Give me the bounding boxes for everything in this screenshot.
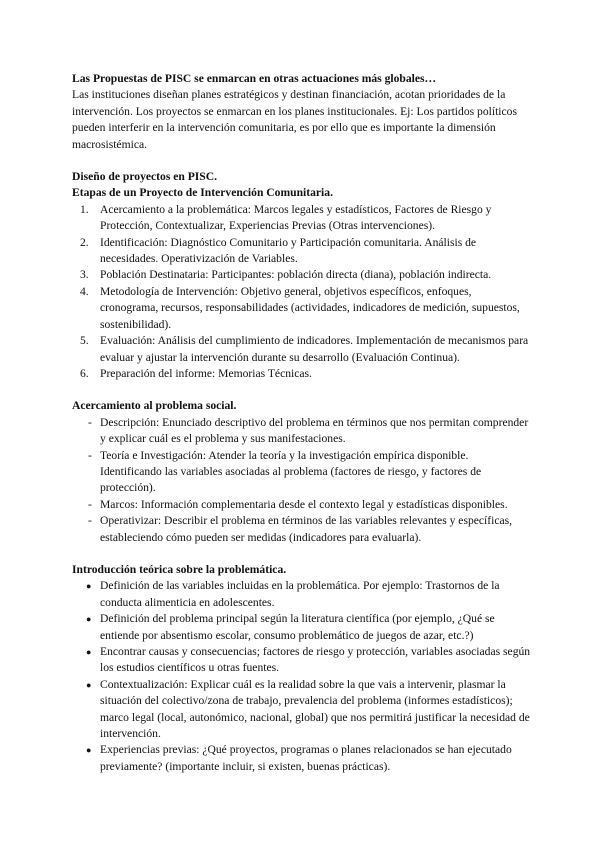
dash-marker: - [88, 415, 92, 429]
bullet-icon: ● [86, 647, 92, 657]
stages-list [72, 202, 532, 382]
spacer [72, 382, 532, 398]
approach-list [72, 415, 532, 546]
intro-heading: Las Propuestas de PISC se enmarcan en otras actuaciones más globales… [72, 72, 437, 85]
theory-text: Contextualización: Explicar cuál es la realidad sobre la que vais a intervenir, plasmar la situación del colectivo/zona de trabajo, prevalencia del problema (informes estadísticos); marco legal (local, autonómico, nacional, global) que nos permitirá justificar la necesidad de intervención. [100, 677, 530, 741]
theory-item [72, 677, 532, 743]
approach-text: Marcos: Información complementaria desde el contexto legal y estadísticas disponibles. [100, 497, 508, 511]
dash-marker: - [88, 497, 92, 511]
theory-text: Definición de las variables incluidas en la problemática. Por ejemplo: Trastornos de la conducta alimenticia en adolescentes. [100, 579, 500, 609]
stage-item [72, 267, 532, 283]
dash-marker: - [88, 514, 92, 528]
approach-text: Descripción: Enunciado descriptivo del problema en términos que nos permitan comprender y explicar cuál es el problema y sus manifestaciones. [100, 415, 529, 446]
stage-text: Identificación: Diagnóstico Comunitario y Participación comunitaria. Análisis de necesidades. Operativización de Variables. [100, 235, 477, 266]
theory-text: Encontrar causas y consecuencias; factores de riesgo y protección, variables asociadas según los estudios científicos u otras fuentes. [100, 645, 531, 675]
theory-item [72, 742, 532, 775]
spacer [72, 546, 532, 562]
design-heading: Diseño de proyectos en PISC. [72, 170, 218, 184]
theory-item [72, 578, 532, 611]
list-number: 3. [80, 268, 89, 282]
list-number: 4. [80, 284, 89, 298]
approach-text: Teoría e Investigación: Atender la teoría y la investigación empírica disponible. Identificando las variables asociadas al problema (factores de riesgo, y factores de protección). [100, 448, 482, 495]
approach-text: Operativizar: Describir el problema en términos de las variables relevantes y específicas, estableciendo cómo pueden ser medidas (indicadores para evaluarla). [100, 514, 513, 544]
bullet-icon: ● [86, 614, 92, 625]
bullet-icon: ● [86, 679, 92, 690]
approach-item [72, 415, 532, 448]
bullet-icon: ● [86, 745, 92, 756]
approach-heading: Acercamiento al problema social. [72, 399, 237, 413]
approach-item [72, 448, 532, 497]
list-number: 1. [80, 202, 89, 216]
theory-list [72, 578, 532, 775]
stage-text: Acercamiento a la problemática: Marcos legales y estadísticos, Factores de Riesgo y Protección, Contextualizar, Experiencias Previas (Otras intervenciones). [100, 202, 492, 233]
spacer [72, 153, 532, 169]
theory-text: Experiencias previas: ¿Qué proyectos, programas o planes relacionados se han ejecutado previamente? (importante incluir, si existen, buenas prácticas). [100, 743, 512, 773]
stage-text: Población Destinataria: Participantes: población directa (diana), población indirecta. [100, 268, 492, 282]
approach-item [72, 497, 532, 513]
dash-marker: - [88, 448, 92, 462]
document-body [72, 71, 532, 775]
theory-heading: Introducción teórica sobre la problemática. [72, 562, 287, 576]
stages-heading: Etapas de un Proyecto de Intervención Comunitaria. [72, 186, 333, 200]
stage-text: Metodología de Intervención: Objetivo general, objetivos específicos, enfoques, cronograma, recursos, responsabilidades (actividades, indicadores de medición, supuestos, sostenibilidad). [100, 284, 520, 331]
stage-text: Evaluación: Análisis del cumplimiento de indicadores. Implementación de mecanismos para evaluar y ajustar la intervención durante su desarrollo (Evaluación Continua). [100, 334, 529, 364]
theory-text: Definición del problema principal según la literatura científica (por ejemplo, ¿Qué se entiende por absentismo escolar, consumo problemático de juegos de azar, etc.?) [100, 612, 495, 642]
list-number: 2. [80, 235, 89, 249]
list-number: 6. [80, 366, 89, 380]
stage-item [72, 366, 532, 382]
intro-paragraph: Las instituciones diseñan planes estratégicos y destinan financiación, acotan prioridades de la intervención. Los proyectos se enmarcan en los planes institucionales. Ej: Los partidos políticos pueden interferir en la intervención comunitaria, es por ello que es importante la dimensión macrosistémica. [72, 88, 517, 151]
stage-item [72, 235, 532, 268]
theory-item [72, 644, 532, 677]
theory-item [72, 611, 532, 644]
stage-item [72, 202, 532, 235]
approach-item [72, 513, 532, 546]
stage-text: Preparación del informe: Memorias Técnicas. [100, 366, 312, 380]
stage-item [72, 333, 532, 366]
bullet-icon: ● [86, 581, 92, 592]
stage-item [72, 284, 532, 333]
list-number: 5. [80, 334, 89, 348]
